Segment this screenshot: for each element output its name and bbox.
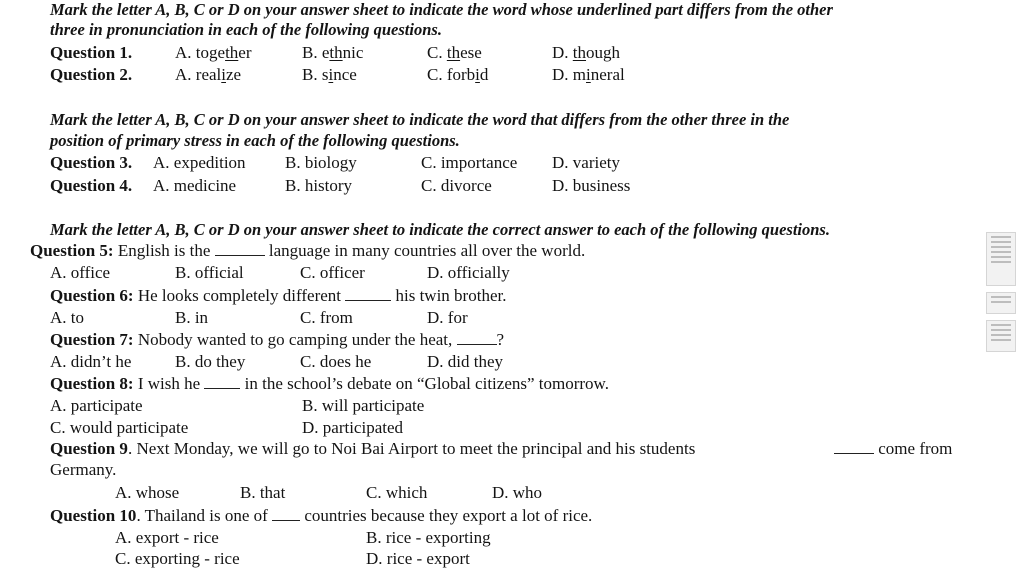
q6-option-a: A. to bbox=[50, 308, 84, 327]
q5-option-c: C. officer bbox=[300, 263, 365, 282]
q6-option-d: D. for bbox=[427, 308, 468, 327]
q1-option-a: A. together bbox=[175, 43, 252, 62]
question-6-stem: Question 6: He looks completely different his twin brother. bbox=[50, 286, 507, 305]
q2-option-c: C. forbid bbox=[427, 65, 489, 84]
section2-instruction-line2: position of primary stress in each of the following questions. bbox=[50, 131, 460, 150]
page-thumbnail[interactable] bbox=[986, 320, 1016, 352]
question-9-stem-end: come from bbox=[834, 439, 952, 459]
q2-option-b: B. since bbox=[302, 65, 357, 84]
q9-option-b: B. that bbox=[240, 483, 286, 502]
q6-option-c: C. from bbox=[300, 308, 353, 327]
q8-option-b: B. will participate bbox=[302, 396, 425, 415]
q1-option-b: B. ethnic bbox=[302, 43, 364, 62]
question-2-label: Question 2. bbox=[50, 65, 133, 84]
q10-option-d: D. rice - export bbox=[366, 549, 470, 568]
q9-option-d: D. who bbox=[492, 483, 543, 502]
q3-option-a: A. expedition bbox=[153, 153, 246, 172]
question-9-continuation: Germany. bbox=[50, 460, 117, 479]
q3-option-d: D. variety bbox=[552, 153, 620, 172]
question-10-stem: Question 10. Thailand is one of countries because they export a lot of rice. bbox=[50, 506, 593, 525]
question-8-stem: Question 8: I wish he in the school’s debate on “Global citizens” tomorrow. bbox=[50, 374, 609, 393]
q7-option-d: D. did they bbox=[427, 352, 504, 371]
q10-option-a: A. export - rice bbox=[115, 528, 219, 547]
q6-option-b: B. in bbox=[175, 308, 209, 327]
q5-option-d: D. officially bbox=[427, 263, 510, 282]
q4-option-d: D. business bbox=[552, 176, 631, 195]
q7-option-c: C. does he bbox=[300, 352, 372, 371]
q4-option-c: C. divorce bbox=[421, 176, 492, 195]
q4-option-a: A. medicine bbox=[153, 176, 237, 195]
page-thumbnail[interactable] bbox=[986, 232, 1016, 286]
q5-option-a: A. office bbox=[50, 263, 111, 282]
q3-option-b: B. biology bbox=[285, 153, 357, 172]
q5-option-b: B. official bbox=[175, 263, 244, 282]
q8-option-d: D. participated bbox=[302, 418, 404, 437]
page-thumbnails[interactable] bbox=[986, 232, 1016, 358]
question-5-stem: Question 5: English is the language in many countries all over the world. bbox=[30, 241, 586, 260]
q2-option-a: A. realize bbox=[175, 65, 242, 84]
section1-instruction-line2: three in pronunciation in each of the following questions. bbox=[50, 20, 442, 39]
answer-blank bbox=[215, 241, 265, 256]
section1-instruction-line1: Mark the letter A, B, C or D on your answer sheet to indicate the word whose underlined part differs from the other bbox=[50, 0, 833, 19]
q1-option-d: D. though bbox=[552, 43, 621, 62]
question-3-label: Question 3. bbox=[50, 153, 133, 172]
answer-blank bbox=[457, 330, 497, 345]
answer-blank bbox=[345, 286, 391, 301]
q8-option-a: A. participate bbox=[50, 396, 143, 415]
q10-option-c: C. exporting - rice bbox=[115, 549, 240, 568]
answer-blank bbox=[204, 374, 240, 389]
section3-instruction: Mark the letter A, B, C or D on your answer sheet to indicate the correct answer to each of the following questions. bbox=[50, 220, 830, 239]
q2-option-d: D. mineral bbox=[552, 65, 625, 84]
section2-instruction-line1: Mark the letter A, B, C or D on your answer sheet to indicate the word that differs from the other three in the bbox=[50, 110, 790, 129]
question-1-label: Question 1. bbox=[50, 43, 133, 62]
q4-option-b: B. history bbox=[285, 176, 353, 195]
q7-option-b: B. do they bbox=[175, 352, 246, 371]
question-4-label: Question 4. bbox=[50, 176, 133, 195]
q10-option-b: B. rice - exporting bbox=[366, 528, 491, 547]
answer-blank bbox=[834, 439, 874, 454]
q9-option-c: C. which bbox=[366, 483, 428, 502]
q3-option-c: C. importance bbox=[421, 153, 518, 172]
page-thumbnail[interactable] bbox=[986, 292, 1016, 314]
question-7-stem: Question 7: Nobody wanted to go camping under the heat, ? bbox=[50, 330, 505, 349]
question-9-stem: Question 9. Next Monday, we will go to Noi Bai Airport to meet the principal and his students bbox=[50, 439, 696, 458]
q7-option-a: A. didn’t he bbox=[50, 352, 132, 371]
q1-option-c: C. these bbox=[427, 43, 482, 62]
answer-blank bbox=[272, 506, 300, 521]
q9-option-a: A. whose bbox=[115, 483, 180, 502]
q8-option-c: C. would participate bbox=[50, 418, 189, 437]
